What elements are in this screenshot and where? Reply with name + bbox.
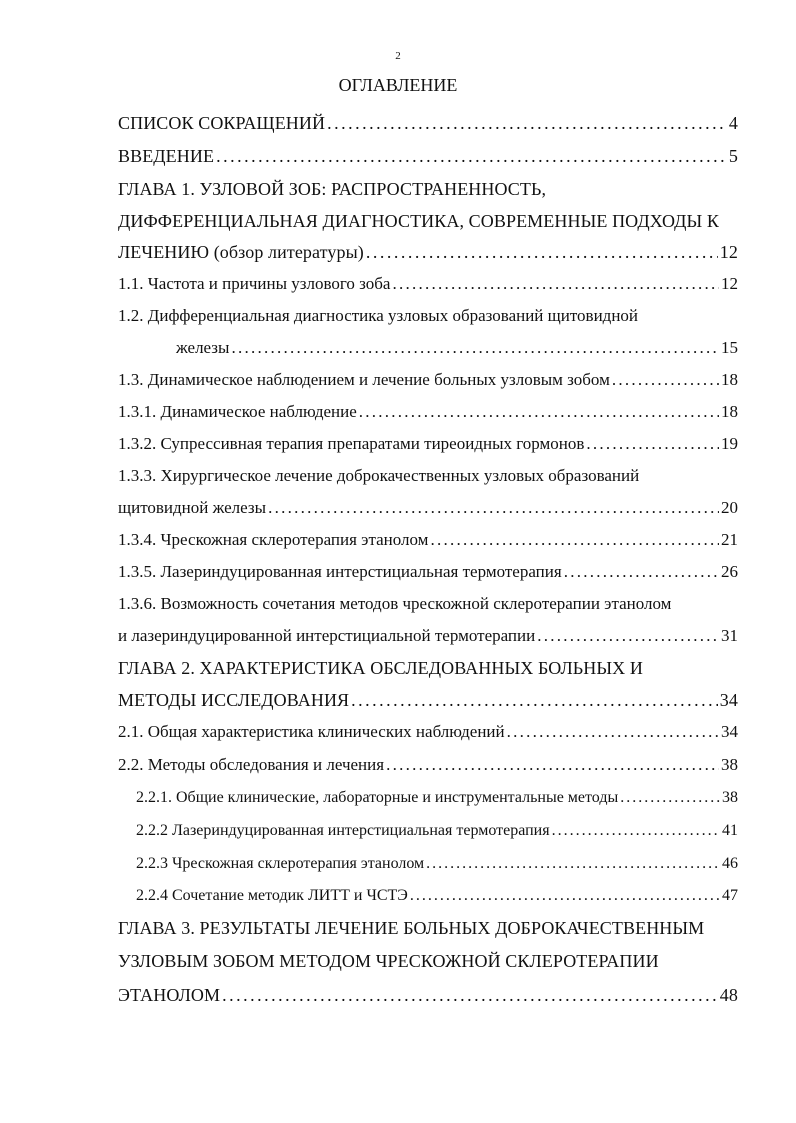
toc-entry: 1.1. Частота и причины узлового зоба . . . 12 (118, 273, 738, 295)
page-number: 2 (395, 50, 401, 62)
toc-entry: 1.3.4. Чрескожная склеротерапия этанолом . . . 21 (118, 529, 738, 551)
toc-entry: ГЛАВА 3. РЕЗУЛЬТАТЫ ЛЕЧЕНИЕ БОЛЬНЫХ ДОБРОКАЧЕСТВЕННЫМ (118, 918, 705, 938)
toc-title: ОГЛАВЛЕНИЕ (338, 75, 458, 95)
toc-entry: 1.2. Дифференциальная диагностика узловых образований щитовидной (118, 306, 639, 325)
toc-entry: УЗЛОВЫМ ЗОБОМ МЕТОДОМ ЧРЕСКОЖНОЙ СКЛЕРОТЕРАПИИ (118, 951, 659, 971)
toc-entry: ВВЕДЕНИЕ . . . 5 (118, 145, 738, 167)
toc-entry: ГЛАВА 1. УЗЛОВОЙ ЗОБ: РАСПРОСТРАНЕННОСТЬ, (118, 179, 547, 199)
toc-entry: 2.1. Общая характеристика клинических наблюдений . . . 34 (118, 721, 738, 743)
toc-entry: 2.2.3 Чрескожная склеротерапия этанолом . . . 46 (136, 853, 738, 875)
toc-entry: ДИФФЕРЕНЦИАЛЬНАЯ ДИАГНОСТИКА, СОВРЕМЕННЫЕ ПОДХОДЫ К (118, 211, 720, 231)
toc-entry: ЛЕЧЕНИЮ (обзор литературы) . . . 12 (118, 241, 738, 263)
toc-entry: 2.2.2 Лазериндуцированная интерстициальная термотерапия . . . 41 (136, 820, 738, 842)
toc-entry: 2.2.4 Сочетание методик ЛИТТ и ЧСТЭ . . . 47 (136, 885, 738, 907)
toc-entry: железы . . . 15 (176, 337, 738, 359)
toc-entry: 1.3.3. Хирургическое лечение доброкачественных узловых образований (118, 466, 640, 485)
toc-entry: ЭТАНОЛОМ . . . 48 (118, 984, 738, 1006)
toc-entry: 2.2. Методы обследования и лечения . . . 38 (118, 754, 738, 776)
toc-entry: СПИСОК СОКРАЩЕНИЙ . . . 4 (118, 112, 738, 134)
toc-entry: ГЛАВА 2. ХАРАКТЕРИСТИКА ОБСЛЕДОВАННЫХ БОЛЬНЫХ И (118, 658, 643, 678)
toc-entry: 1.3.1. Динамическое наблюдение . . . 18 (118, 401, 738, 423)
toc-entry: 2.2.1. Общие клинические, лабораторные и инструментальные методы . . . 38 (136, 787, 738, 809)
toc-entry: 1.3.6. Возможность сочетания методов чрескожной склеротерапии этанолом (118, 594, 672, 613)
toc-entry: 1.3.5. Лазериндуцированная интерстициальная термотерапия . . . 26 (118, 561, 738, 583)
toc-entry: МЕТОДЫ ИССЛЕДОВАНИЯ . . . 34 (118, 689, 738, 711)
toc-entry: и лазериндуцированной интерстициальной термотерапии . . . 31 (118, 625, 738, 647)
toc-entry: щитовидной железы . . . 20 (118, 497, 738, 519)
toc-entry: 1.3. Динамическое наблюдением и лечение больных узловым зобом . . . 18 (118, 369, 738, 391)
toc-entry: 1.3.2. Супрессивная терапия препаратами тиреоидных гормонов . . . 19 (118, 433, 738, 455)
